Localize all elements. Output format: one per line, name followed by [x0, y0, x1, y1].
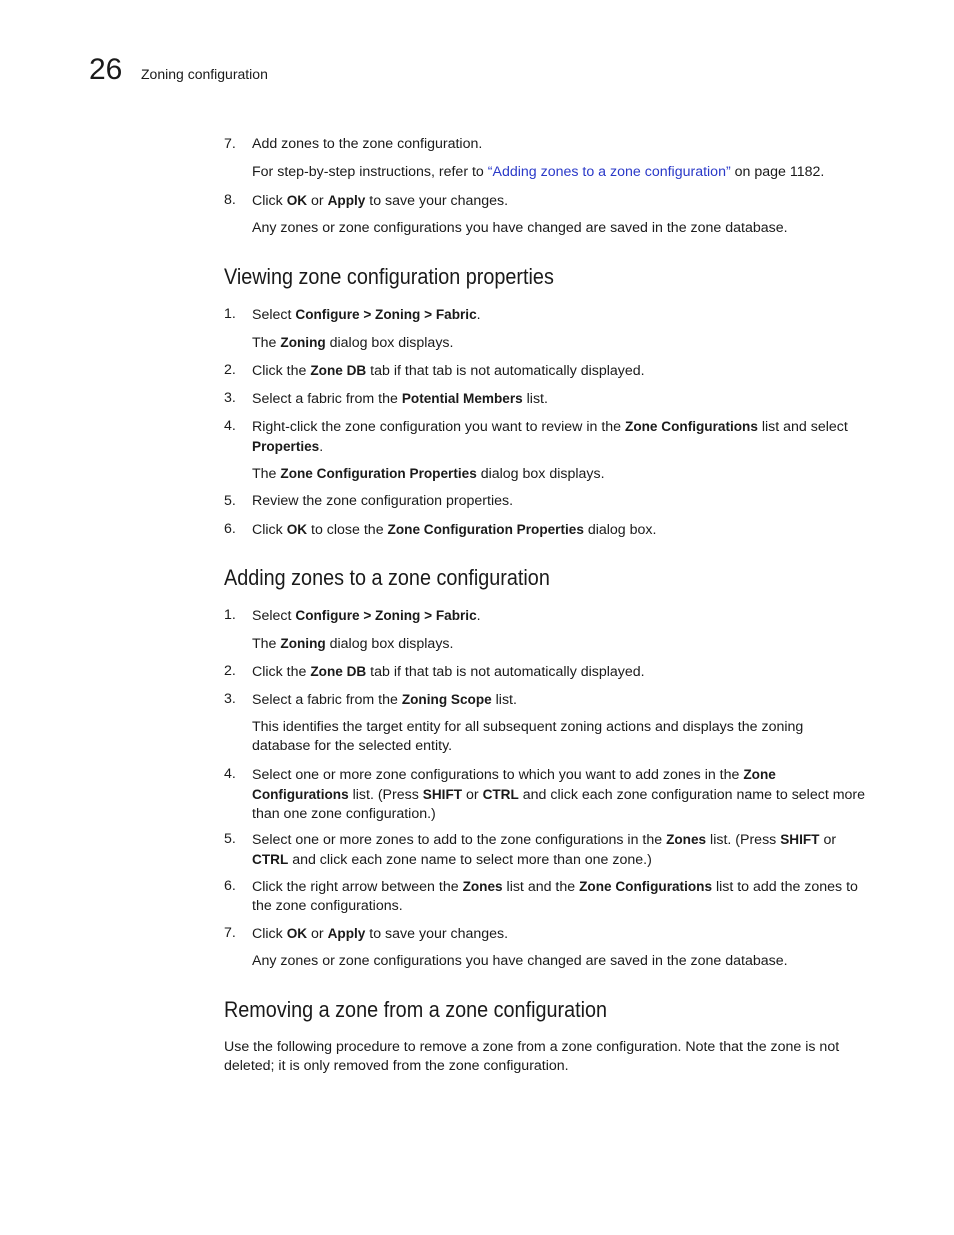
step-number: 1.	[224, 306, 236, 322]
chapter-title: Zoning configuration	[141, 66, 268, 82]
step-number: 6.	[224, 521, 236, 537]
step-note: This identifies the target entity for all subsequent zoning actions and displays the zoning database for the selected entity.	[252, 719, 804, 754]
step-note: Any zones or zone configurations you have changed are saved in the zone database.	[252, 220, 788, 236]
step-number: 5.	[224, 493, 236, 509]
step-text: Select a fabric from the Potential Members list.	[252, 391, 548, 407]
step-number: 7.	[224, 136, 236, 152]
step-text: Add zones to the zone configuration.	[252, 136, 483, 152]
step-note: The Zoning dialog box displays.	[252, 335, 454, 351]
step-text: Select one or more zones to add to the zone configurations in the Zones list. (Press SHIFT or CTRL and click each zone name to select more than one zone.)	[252, 832, 837, 868]
cross-reference-link[interactable]: “Adding zones to a zone configuration”	[487, 164, 731, 180]
step-number: 2.	[224, 362, 236, 378]
step-note: For step-by-step instructions, refer to “Adding zones to a zone configuration” on page 1182.	[252, 164, 825, 180]
body-paragraph: Use the following procedure to remove a zone from a zone configuration. Note that the zone is not deleted; it is only removed from the zone configuration.	[224, 1039, 840, 1074]
section-heading: Removing a zone from a zone configuration	[224, 997, 608, 1022]
step-text: Select Configure > Zoning > Fabric.	[252, 608, 481, 624]
section-heading: Adding zones to a zone configuration	[224, 565, 550, 590]
step-text: Click OK or Apply to save your changes.	[252, 193, 509, 209]
step-text: Select a fabric from the Zoning Scope list.	[252, 692, 517, 708]
step-text: Click the Zone DB tab if that tab is not automatically displayed.	[252, 664, 645, 680]
step-number: 8.	[224, 192, 236, 208]
step-number: 2.	[224, 663, 236, 679]
step-text: Click the right arrow between the Zones list and the Zone Configurations list to add the zones to the zone configurations.	[252, 879, 858, 914]
step-number: 6.	[224, 878, 236, 894]
section-heading: Viewing zone configuration properties	[224, 264, 554, 289]
step-text: Click the Zone DB tab if that tab is not automatically displayed.	[252, 363, 645, 379]
step-number: 3.	[224, 390, 236, 406]
step-text: Right-click the zone configuration you want to review in the Zone Configurations list and select Properties.	[252, 419, 848, 455]
step-number: 4.	[224, 766, 236, 782]
step-number: 1.	[224, 607, 236, 623]
chapter-number: 26	[89, 53, 123, 86]
step-text: Select Configure > Zoning > Fabric.	[252, 307, 481, 323]
step-number: 5.	[224, 831, 236, 847]
step-note: Any zones or zone configurations you have changed are saved in the zone database.	[252, 953, 788, 969]
step-text: Click OK or Apply to save your changes.	[252, 926, 509, 942]
step-text: Click OK to close the Zone Configuration Properties dialog box.	[252, 522, 657, 538]
step-note: The Zone Configuration Properties dialog box displays.	[252, 466, 605, 482]
step-number: 4.	[224, 418, 236, 434]
step-text: Select one or more zone configurations to which you want to add zones in the Zone Configurations list. (Press SHIFT or CTRL and click each zone configuration name to select more than one zone configuration.)	[252, 767, 866, 822]
step-note: The Zoning dialog box displays.	[252, 636, 454, 652]
step-text: Review the zone configuration properties.	[252, 493, 514, 509]
step-number: 3.	[224, 691, 236, 707]
step-number: 7.	[224, 925, 236, 941]
